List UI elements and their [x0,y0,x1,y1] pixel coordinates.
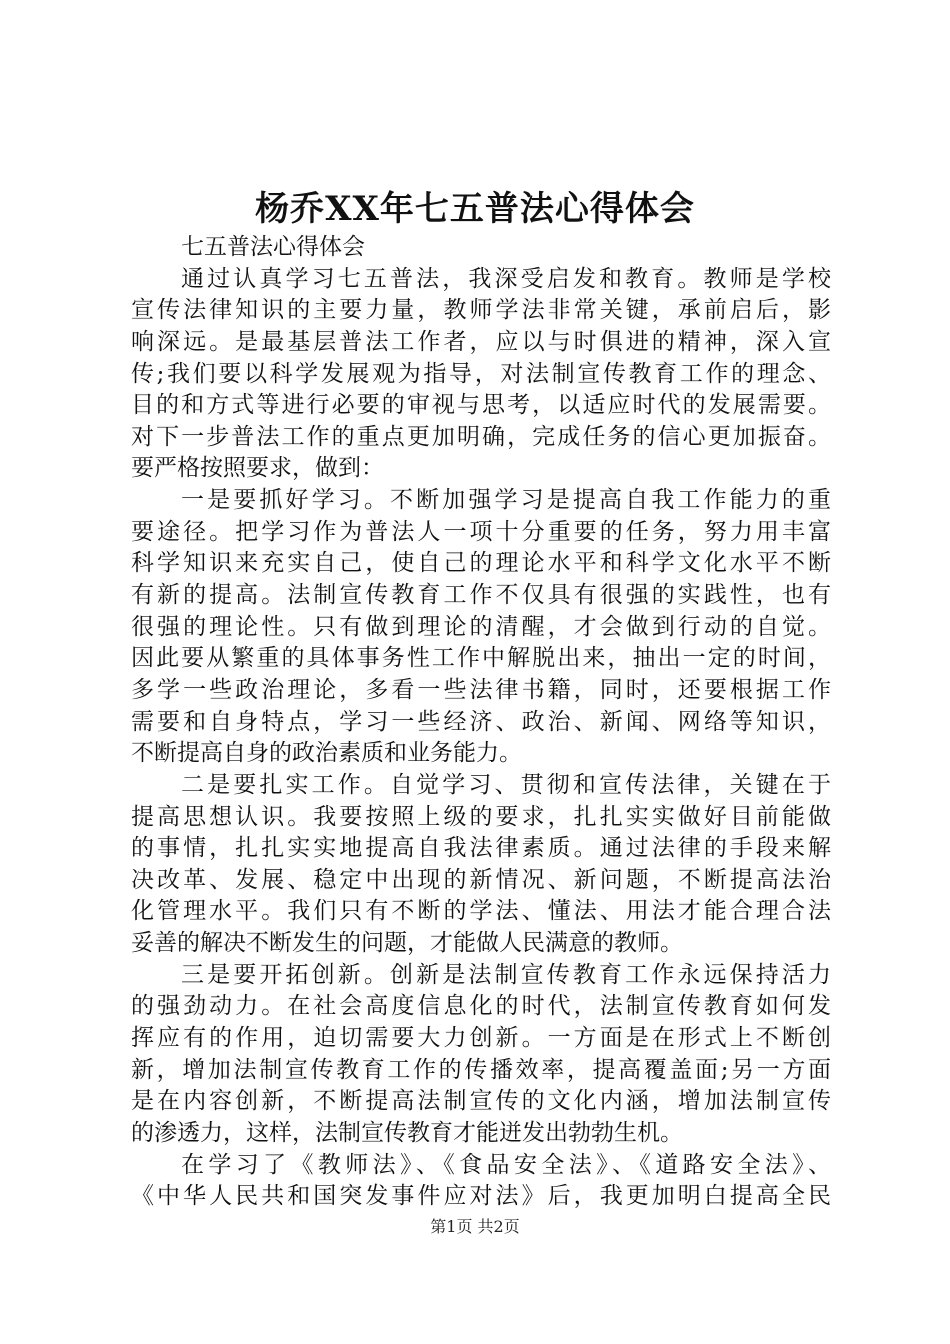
paragraph-line: 的强劲动力。在社会高度信息化的时代，法制宣传教育如何发 [131,993,831,1020]
document-title: 杨乔XX年七五普法心得体会 [255,189,695,229]
paragraph-line: 一是要抓好学习。不断加强学习是提高自我工作能力的重 [181,487,831,514]
paragraph-line: 的事情，扎扎实实地提高自我法律素质。通过法律的手段来解 [131,835,831,862]
paragraph-line: 决改革、发展、稳定中出现的新情况、新问题，不断提高法治 [131,866,831,893]
paragraph-line: 新，增加法制宣传教育工作的传播效率，提高覆盖面;另一方面 [131,1056,831,1083]
paragraph-line: 多学一些政治理论，多看一些法律书籍，同时，还要根据工作 [131,676,831,703]
paragraph-line: 化管理水平。我们只有不断的学法、懂法、用法才能合理合法 [131,898,831,925]
paragraph-line: 通过认真学习七五普法，我深受启发和教育。教师是学校 [181,265,831,292]
paragraph-line: 目的和方式等进行必要的审视与思考，以适应时代的发展需要。 [131,392,831,419]
document-body [131,232,831,1213]
paragraph-line: 响深远。是最基层普法工作者，应以与时俱进的精神，深入宣 [131,328,831,355]
page-number-footer: 第1页 共2页 [430,1217,520,1236]
paragraph-line: 是在内容创新，不断提高法制宣传的文化内涵，增加法制宣传 [131,1088,831,1115]
paragraph-line: 需要和自身特点，学习一些经济、政治、新闻、网络等知识， [131,708,831,735]
paragraph-line: 《中华人民共和国突发事件应对法》后，我更加明白提高全民 [131,1183,831,1210]
paragraph-line: 要途径。把学习作为普法人一项十分重要的任务，努力用丰富 [131,518,831,545]
paragraph-line: 不断提高自身的政治素质和业务能力。 [131,740,522,767]
paragraph-line: 的渗透力，这样，法制宣传教育才能迸发出勃勃生机。 [131,1119,683,1146]
paragraph-line: 挥应有的作用，迫切需要大力创新。一方面是在形式上不断创 [131,1025,831,1052]
paragraph-line: 三是要开拓创新。创新是法制宣传教育工作永远保持活力 [181,961,831,988]
paragraph-line: 很强的理论性。只有做到理论的清醒，才会做到行动的自觉。 [131,613,831,640]
paragraph-line: 传;我们要以科学发展观为指导，对法制宣传教育工作的理念、 [131,360,831,387]
paragraph-line: 妥善的解决不断发生的问题，才能做人民满意的教师。 [131,930,683,957]
paragraph-line: 二是要扎实工作。自觉学习、贯彻和宣传法律，关键在于 [181,771,831,798]
paragraph-line: 科学知识来充实自己，使自己的理论水平和科学文化水平不断 [131,550,831,577]
document-subtitle: 七五普法心得体会 [181,234,365,260]
paragraph-line: 宣传法律知识的主要力量，教师学法非常关键，承前启后，影 [131,297,831,324]
paragraph-line: 提高思想认识。我要按照上级的要求，扎扎实实做好目前能做 [131,803,831,830]
paragraph-line: 因此要从繁重的具体事务性工作中解脱出来，抽出一定的时间， [131,645,831,672]
paragraph-line: 在学习了《教师法》、《食品安全法》、《道路安全法》、 [181,1151,831,1178]
paragraph-line: 对下一步普法工作的重点更加明确，完成任务的信心更加振奋。 [131,423,831,450]
paragraph-line: 要严格按照要求，做到： [131,455,384,482]
paragraph-line: 有新的提高。法制宣传教育工作不仅具有很强的实践性，也有 [131,582,831,609]
